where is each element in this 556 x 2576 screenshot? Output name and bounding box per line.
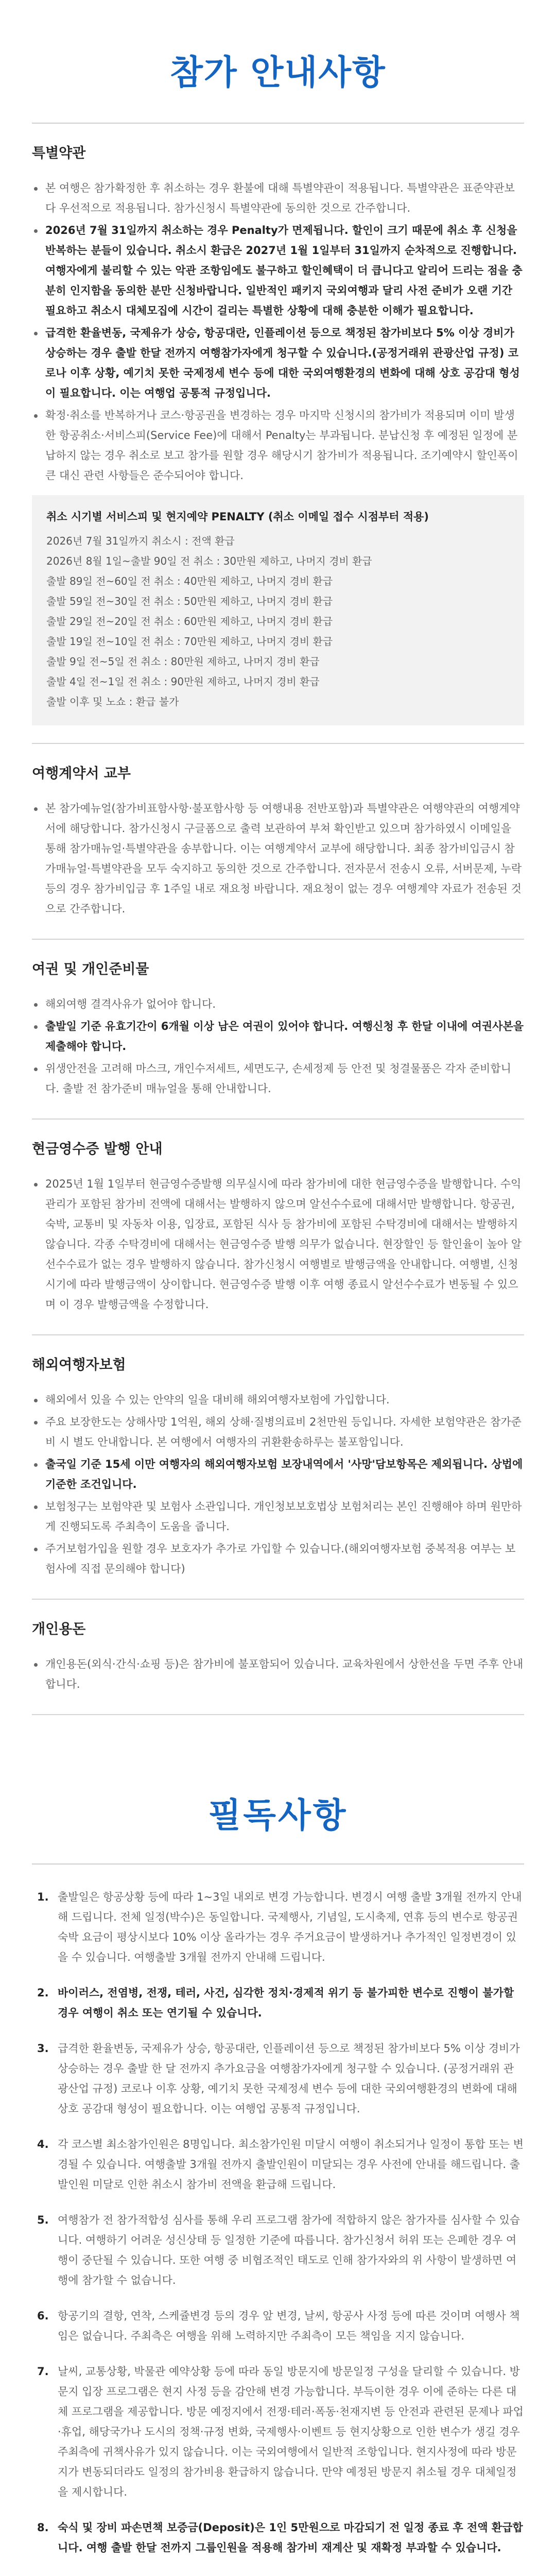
bullet-list: [32, 994, 524, 1099]
bullet-list: [32, 799, 524, 919]
section-title: 특별약관: [32, 145, 86, 161]
note-item: [32, 2362, 524, 2502]
penalty-row: 출발 29일 전~20일 전 취소 : 60만원 제하고, 나머지 경비 환급: [46, 615, 333, 628]
penalty-row: 출발 89일 전~60일 전 취소 : 40만원 제하고, 나머지 경비 환급: [46, 575, 333, 587]
note-text: 각 코스별 최소참가인원은 8명입니다. 최소참가인원 미달시 여행이 취소되거나 일정이 통합 또는 변경될 수 있습니다. 여행출발 3개월 전까지 출발인원이 미달되는 경우 사전에 안내를 해드립니다. 출발인원 미달로 인한 취소시 참가비 전액을 환급해 드립니다.: [58, 2138, 524, 2191]
bullet-item: 위생안전을 고려해 마스크, 개인수저세트, 세면도구, 손세정제 등 안전 및 청결물품은 각자 준비합니다. 출발 전 참가준비 매뉴얼을 통해 안내합니다.: [32, 1059, 524, 1099]
bullet-text: 출국일 기준 15세 이만 여행자의 해외여행자보험 보장내역에서 '사망'담보항목은 제외됩니다. 상법에 기준한 조건입니다.: [45, 1458, 523, 1490]
penalty-row: 출발 59일 전~30일 전 취소 : 50만원 제하고, 나머지 경비 환급: [46, 595, 333, 607]
note-number: 6.: [37, 2310, 49, 2322]
penalty-row: 2026년 8월 1일~출발 90일 전 취소 : 30만원 제하고, 나머지 경비 환급: [46, 555, 372, 567]
bullet-text: 2026년 7월 31일까지 취소하는 경우 Penalty가 면제됩니다. 할인이 크기 때문에 취소 후 신청을 반복하는 분들이 있습니다. 취소시 환급은 2027년 1월 1일부터 31일까지 순차적으로 진행합니다. 여행자에게 불리할 수 있는 악관 조항임에도 불구하고 할인혜택이 더 큽니다고 알리어 드리는 점을 충분히 인지함을 동의한 분만 신청바랍니다. 일반적인 패키지 국외여행과 달리 사전 준비가 오랜 기간 필요하고 취소시 대체모집에 시간이 걸리는 특별한 상황에 대해 충분한 이해가 필요합니다.: [45, 224, 523, 317]
bullet-item: 본 참가예뉴얼(참가비표함사항·불포함사항 등 여행내용 전반포함)과 특별약관은 여행약관의 여행계약서에 해당합니다. 참가신청시 구글폼으로 출력 보관하여 부쳐 확인받고 있으며 참가하였시 이메일을 통해 참가매뉴얼·특별약관을 송부합니다. 이는 여행계약서 교부에 해당합니다. 최종 참가비입금시 참가매뉴얼·특별약관을 모두 숙지하고 동의한 것으로 간주합니다. 전자문서 전송시 오류, 서버문제, 누락 등의 경우 참가비입금 후 1주일 내로 재요청 바랍니다. 재요청이 없는 경우 여행계약 자료가 전송된 것으로 간주합니다.: [32, 799, 524, 919]
penalty-box: [32, 495, 524, 725]
note-item: [32, 1887, 524, 1968]
bullet-item: 주거보험가입을 원할 경우 보호자가 추가로 가입할 수 있습니다.(해외여행자보험 중복적용 여부는 보험사에 직접 문의해야 합니다): [32, 1539, 524, 1579]
bullet-list: [32, 1174, 524, 1315]
note-number: 4.: [37, 2138, 49, 2150]
bullet-item: 보험청구는 보험약관 및 보험사 소관입니다. 개인청보보호법상 보험처리는 본인 진행해야 하며 원만하게 진행되도록 주최측이 도움을 줍니다.: [32, 1497, 524, 1537]
note-item: [32, 2306, 524, 2346]
bullet-item-bold: [32, 1454, 524, 1495]
section-title: 개인용돈: [32, 1621, 86, 1637]
note-number: 7.: [37, 2365, 49, 2378]
section-title: 현금영수증 발행 안내: [32, 1141, 163, 1157]
bullet-item: 본 여행은 참가확정한 후 취소하는 경우 환불에 대해 특별약관이 적용됩니다. 특별약관은 표준약관보다 우선적으로 적용됩니다. 참가신청시 특별약관에 동의한 것으로 간주합니다.: [32, 178, 524, 218]
note-number: 5.: [37, 2214, 49, 2226]
note-number: 8.: [37, 2521, 49, 2534]
bullet-item-bold: [32, 221, 524, 321]
note-text: 숙식 및 장비 파손면책 보증금(Deposit)은 1인 5만원으로 마감되기 전 일정 종료 후 전액 환급합니다. 여행 출발 한달 전까지 그룹인원을 적용해 참가비 재계산 및 재확정 부과할 수 있습니다.: [58, 2521, 523, 2554]
section-contract: [32, 744, 524, 940]
note-item: [32, 2039, 524, 2119]
section-title: 여권 및 개인준비물: [32, 961, 149, 977]
bullet-item-bold: [32, 1016, 524, 1057]
bullet-text: 출발일 기준 유효기간이 6개월 이상 남은 여권이 있어야 합니다. 여행신청 후 한달 이내에 여권사본을 제출해야 합니다.: [45, 1020, 524, 1053]
bullet-list: [32, 178, 524, 486]
bullet-item-bold: [32, 323, 524, 403]
bullet-item: 해외에서 있을 수 있는 안약의 일을 대비해 해외여행자보험에 가입합니다.: [32, 1390, 524, 1410]
section-title: 여행계약서 교부: [32, 766, 131, 782]
bullet-text: 급격한 환율변동, 국제유가 상승, 항공대란, 인플레이션 등으로 책정된 참가비보다 5% 이상 경비가 상승하는 경우 출발 한달 전까지 여행참가자에게 청구할 수 있습니다.(공정거래위 관광산업 규정) 코로나 이후 상황, 예기치 못한 국제정세 변수 등에 대한 국외여행환경의 변화에 대해 상호 공감대 형성이 필요합니다. 이는 여행업 공통적 규정입니다.: [45, 327, 520, 399]
note-number: 3.: [37, 2042, 49, 2055]
section-title: 해외여행자보험: [32, 1357, 126, 1373]
header: [32, 0, 524, 124]
note-number: 1.: [37, 1891, 49, 1903]
penalty-row: 출발 19일 전~10일 전 취소 : 70만원 제하고, 나머지 경비 환급: [46, 635, 333, 648]
bullet-item: 주요 보장한도는 상해사망 1억원, 해외 상해·질병의료비 2천만원 등입니다. 자세한 보험약관은 참가준비 시 별도 안내합니다. 본 여행에서 여행자의 귀환환송하루는 불포함입니다.: [32, 1412, 524, 1452]
note-item: [32, 2518, 524, 2558]
penalty-title: 취소 시기별 서비스피 및 현지예약 PENALTY (취소 이메일 접수 시점부터 적용): [46, 511, 429, 523]
note-text: 날씨, 교통상황, 박물관 예약상황 등에 따라 동일 방문지에 방문일정 구성을 달리할 수 있습니다. 방문지 입장 프로그램은 현지 사정 등을 감안해 변경 가능합니다. 부득이한 경우 이에 준하는 다른 대체 프로그램을 제공합니다. 방문 예정지에서 전쟁·테러·폭동·천재지변 등 안전과 관련된 문제나 파업·휴업, 해당국가나 도시의 정책·규정 변화, 국제행사·이벤트 등 현지상황으로 인한 변수가 생길 경우 주최측에 귀책사유가 있지 않습니다. 이는 국외여행에서 일반적 조항입니다. 현지사정에 따라 방문지가 변동되더라도 일정의 참가비용 환급하지 않습니다. 만약 예정된 방문지 취소될 경우 대체일정을 제시합니다.: [58, 2365, 524, 2498]
page-title: 참가 안내사항: [170, 53, 386, 92]
penalty-row: 출발 이후 및 노쇼 : 환급 불가: [46, 696, 179, 708]
section-passport: [32, 940, 524, 1120]
section-receipt: [32, 1120, 524, 1335]
bullet-item: 2025년 1월 1일부터 현금영수증발행 의무실시에 따라 참가비에 대한 현금영수증을 발행합니다. 수익관리가 포함된 참가비 전액에 대해서는 발행하지 않으며 알선수수료에 대해서만 발행합니다. 항공권, 숙박, 교통비 및 자동차 이용, 입장료, 포함된 식사 등 참가비에 포함된 수탁경비에 대해서는 발행하지 않습니다. 각종 수탁경비에 대해서는 현금영수증 발행 의무가 없습니다. 현장할인 등 할인율이 높아 알선수수료가 없는 경우 발행하지 않습니다. 참가신청시 여행별로 발행금액을 안내합니다. 여행별, 신청시기에 따라 발행금액이 상이합니다. 현금영수증 발행 이후 여행 종료시 알선수수료가 변동될 수 있으며 이 경우 발행금액을 수정합니다.: [32, 1174, 524, 1315]
section-pocket-money: [32, 1600, 524, 1715]
notes-title: 필독사항: [208, 1795, 348, 1835]
note-item: [32, 2210, 524, 2291]
penalty-row: 출발 4일 전~1일 전 취소 : 90만원 제하고, 나머지 경비 환급: [46, 675, 320, 688]
penalty-row: 2026년 7월 31일까지 취소시 : 전액 환급: [46, 535, 235, 547]
bullet-list: [32, 1654, 524, 1694]
note-text: 출발일은 항공상황 등에 따라 1~3일 내외로 변경 가능합니다. 변경시 여행 출발 3개월 전까지 안내해 드립니다. 전체 일정(박수)은 동일합니다. 국제행사, 기념일, 도시축제, 연휴 등의 변수로 항공권 숙박 요금이 평상시보다 10% 이상 올라가는 경우 주거요금이 발생하거나 추가적인 일정변경이 있을 수 있습니다. 여행출발 3개월 전까지 안내해 드립니다.: [58, 1891, 522, 1963]
note-text: 항공기의 결항, 연착, 스케쥴변경 등의 경우 앞 변경, 날씨, 항공사 사정 등에 따른 것이며 여행사 책임은 없습니다. 주최측은 여행을 위해 노력하지만 주최측이 모든 책임을 지지 않습니다.: [58, 2310, 520, 2342]
bullet-item: 해외여행 결격사유가 없어야 합니다.: [32, 994, 524, 1014]
note-text: 급격한 환율변동, 국제유가 상승, 항공대란, 인플레이션 등으로 책정된 참가비보다 5% 이상 경비가 상승하는 경우 출발 한 달 전까지 추가요금을 여행참가자에게 청구할 수 있습니다. (공정거래위 관광산업 규정) 코로나 이후 상황, 예기치 못한 국제정세 변수 등에 대한 국외여행환경의 변화에 대해 상호 공감대 형성이 필요합니다. 이는 여행업 공통적 규정입니다.: [58, 2042, 520, 2115]
note-number: 2.: [37, 1987, 49, 1999]
section-special-terms: [32, 124, 524, 744]
note-text: 바이러스, 전염병, 전쟁, 테러, 사건, 심각한 정치·경제적 위기 등 불가피한 변수로 진행이 불가할 경우 여행이 취소 또는 연기될 수 있습니다.: [58, 1987, 514, 2019]
penalty-row: 출발 9일 전~5일 전 취소 : 80만원 제하고, 나머지 경비 환급: [46, 655, 320, 668]
note-item: [32, 2134, 524, 2195]
bullet-item: 확정·취소를 반복하거나 코스·항공권을 변경하는 경우 마지막 신청시의 참가비가 적용되며 이미 발생한 항공취소·서비스피(Service Fee)에 대해서 Penalty는 부과됩니다. 분납신청 후 예정된 일정에 분납하지 않는 경우 취소로 보고 참가를 원할 경우 해당시기 참가비가 적용됩니다. 조기예약시 할인폭이 큰 대신 관련 사항들은 준수되어야 합니다.: [32, 405, 524, 486]
note-text: 여행참가 전 참가적합성 심사를 통해 우리 프로그램 참가에 적합하지 않은 참가자를 심사할 수 있습니다. 여행하기 어려운 성신상태 등 일정한 기준에 따릅니다. 참가신청서 허위 또는 은폐한 경우 여행이 중단될 수 있습니다. 또한 여행 중 비협조적인 태도로 인해 참가자와의 위 사항이 발생하면 여행에 참가할 수 없습니다.: [58, 2214, 520, 2286]
bullet-item: 개인용돈(외식·간식·쇼핑 등)은 참가비에 불포함되어 있습니다. 교육차원에서 상한선을 두면 주후 안내합니다.: [32, 1654, 524, 1694]
section-insurance: [32, 1335, 524, 1600]
bullet-list: [32, 1390, 524, 1579]
note-item: [32, 1983, 524, 2023]
notes-list: [32, 1865, 524, 2558]
notes-header: [32, 1715, 524, 1865]
